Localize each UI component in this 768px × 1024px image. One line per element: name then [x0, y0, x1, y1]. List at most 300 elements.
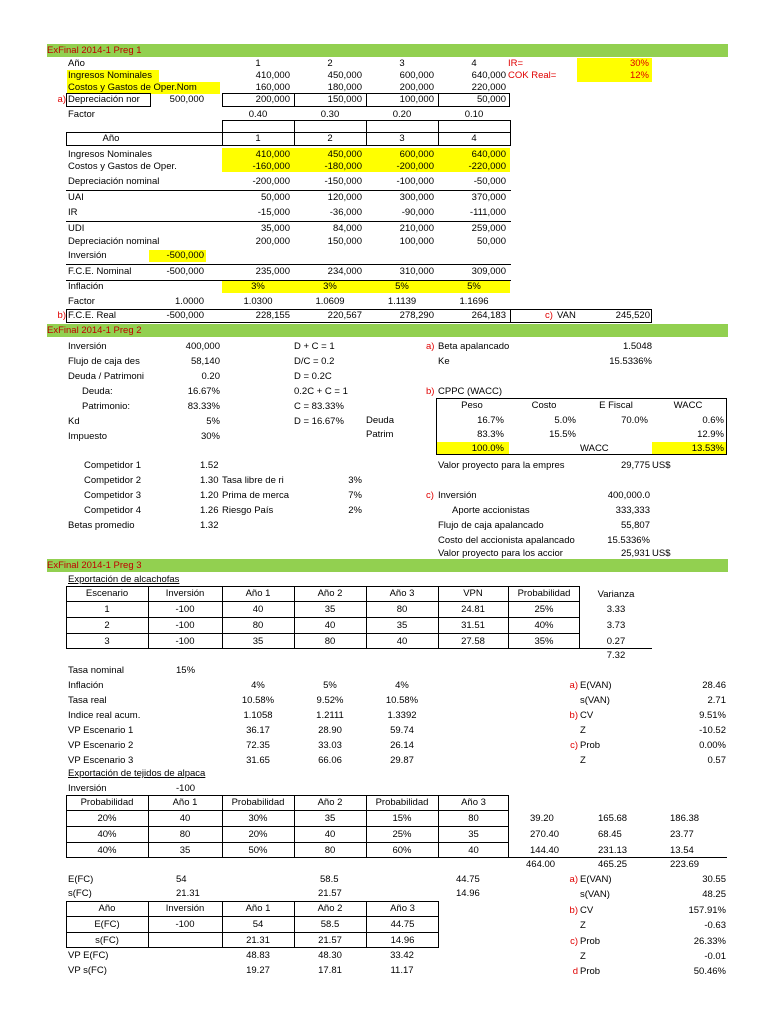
- row-label: Depreciación nominal: [68, 176, 160, 187]
- stat-value: -10.52: [699, 725, 726, 736]
- cell: 9.52%: [316, 695, 344, 706]
- cell: 410,000: [255, 70, 290, 81]
- cell: 50%: [248, 845, 268, 856]
- cell: 160,000: [255, 82, 290, 93]
- van-value: 245,520: [615, 310, 650, 321]
- stat-value: 9.51%: [699, 710, 726, 721]
- cell: 44.75: [390, 919, 415, 930]
- cell: -220,000: [468, 161, 506, 172]
- cell: 54: [252, 919, 264, 930]
- grid-line: [66, 932, 439, 933]
- ir-label: IR=: [508, 58, 524, 69]
- mark: b): [569, 710, 578, 721]
- cell: 3%: [348, 475, 362, 486]
- row-label: E(FC): [68, 874, 94, 885]
- cell: 13.54: [670, 845, 694, 856]
- cell: 600,000: [399, 70, 434, 81]
- cell: 21.31: [246, 935, 270, 946]
- grid-line: [580, 648, 652, 649]
- cell: 40%: [97, 845, 117, 856]
- table-header: Escenario: [85, 588, 129, 599]
- table-header: Probabilidad: [375, 797, 429, 808]
- row-label: Deuda: [366, 415, 394, 426]
- table-header: Año 2: [317, 588, 343, 599]
- cell: 21.57: [318, 935, 342, 946]
- stat-value: 157.91%: [688, 905, 726, 916]
- cell: 3.73: [606, 620, 626, 631]
- wacc-header: Peso: [461, 400, 483, 411]
- row-label: Deuda / Patrimoni: [68, 371, 145, 382]
- cell: 200,000: [399, 82, 434, 93]
- cell: 11.17: [390, 965, 414, 976]
- wacc-header: WACC: [673, 400, 703, 411]
- cell: 10.58%: [241, 695, 275, 706]
- mark: a): [57, 94, 66, 105]
- cell: 0.20: [392, 109, 412, 120]
- cell: 0.10: [464, 109, 484, 120]
- cell: 35: [252, 636, 264, 647]
- cell: 7%: [348, 490, 362, 501]
- mark: c): [570, 740, 578, 751]
- cell: 1.0609: [315, 296, 345, 307]
- cell: 17.81: [318, 965, 342, 976]
- row-label: Depreciación nor: [68, 94, 140, 105]
- section-band-preg2: ExFinal 2014-1 Preg 2: [47, 324, 728, 337]
- cell: 186.38: [670, 813, 700, 824]
- cell: 80: [324, 636, 336, 647]
- row-label: Aporte accionistas: [452, 505, 530, 516]
- unit: US$: [652, 548, 671, 559]
- stat-label: Z: [580, 755, 586, 766]
- equation: D + C = 1: [294, 341, 335, 352]
- row-label: Tasa nominal: [68, 665, 124, 676]
- cell: 44.75: [456, 874, 480, 885]
- vp-empresa-value: 29,775: [620, 460, 650, 471]
- cell: 1.1139: [387, 296, 417, 307]
- cell: -200,000: [396, 161, 434, 172]
- row-label: Depreciación nominal: [68, 236, 160, 247]
- grid-line: [66, 601, 580, 602]
- cell: 5.0%: [554, 415, 576, 426]
- cell: 3%: [323, 281, 337, 292]
- cell: 23.77: [670, 829, 694, 840]
- cell: 40: [324, 829, 336, 840]
- row-label: Inflación: [68, 680, 104, 691]
- cell: 5%: [395, 281, 409, 292]
- cell: 1: [104, 604, 110, 615]
- cell: 15.5%: [549, 429, 576, 440]
- row-label: VP Escenario 2: [68, 740, 134, 751]
- cell: 50,000: [260, 192, 290, 203]
- ke-value: 15.5336%: [609, 356, 652, 367]
- mark: c): [570, 936, 578, 947]
- cell: 0.27: [606, 636, 626, 647]
- cell: 270.40: [530, 829, 560, 840]
- stat-value: 2.71: [707, 695, 726, 706]
- stat-value: 48.25: [702, 889, 726, 900]
- cok-label: COK Real=: [508, 70, 557, 81]
- cell: 33.03: [318, 740, 342, 751]
- grid-line: [66, 916, 439, 917]
- cell: 1.52: [200, 460, 219, 471]
- cell: 59.74: [390, 725, 414, 736]
- cell: 234,000: [327, 266, 362, 277]
- stat-value: 50.46%: [693, 966, 726, 977]
- cell: -90,000: [401, 207, 434, 218]
- row-label: Tasa real: [68, 695, 107, 706]
- cell: 1: [255, 133, 261, 144]
- cell: 100,000: [399, 236, 434, 247]
- row-label: Inversión: [68, 783, 107, 794]
- mark: a): [426, 341, 435, 352]
- mark: b): [57, 310, 66, 321]
- cell: 1: [255, 58, 261, 69]
- cell: [580, 429, 648, 441]
- stat-value: -0.63: [704, 920, 726, 931]
- row-label: Deuda:: [82, 386, 113, 397]
- cell: -100: [175, 604, 195, 615]
- cell: 3.33: [606, 604, 626, 615]
- row-label: Inversión: [68, 250, 107, 261]
- cell: 31.65: [246, 755, 270, 766]
- row-label: Competidor 4: [84, 505, 142, 516]
- wacc-header: Costo: [531, 400, 557, 411]
- equation: D = 0.2C: [294, 371, 332, 382]
- beta-value: 1.5048: [622, 341, 652, 352]
- row-label: IR: [68, 207, 78, 218]
- cell: 0.40: [248, 109, 268, 120]
- cell: 150,000: [327, 94, 362, 105]
- table-header: Año 3: [389, 588, 415, 599]
- row-label: Ingresos Nominales: [68, 70, 152, 81]
- ir-value: 30%: [629, 58, 649, 69]
- cell: 0.20: [201, 371, 220, 382]
- cell: s(FC): [95, 935, 119, 946]
- row-label: VP E(FC): [68, 950, 109, 961]
- cell: -200,000: [252, 176, 290, 187]
- cell: 15%: [176, 665, 196, 676]
- section-band-preg3: ExFinal 2014-1 Preg 3: [47, 559, 728, 572]
- row-label: Costo del accionista apalancado: [438, 535, 575, 546]
- cell: 80: [324, 845, 336, 856]
- cell: 48.83: [246, 950, 270, 961]
- table-header: Varianza: [597, 589, 635, 600]
- vp-acc-value: 25,931: [620, 548, 650, 559]
- table-header: Probabilidad: [80, 797, 134, 808]
- stat-value: -0.01: [704, 951, 726, 962]
- cell: 30%: [248, 813, 268, 824]
- cell: 35: [468, 829, 479, 840]
- cell: 220,000: [471, 82, 506, 93]
- cell: 0.6%: [702, 415, 724, 426]
- grid-line: [66, 842, 509, 843]
- cell: 35: [324, 604, 336, 615]
- vp-acc-label: Valor proyecto para los accior: [438, 548, 563, 559]
- mark: c): [426, 490, 434, 501]
- row-label: F.C.E. Nominal: [68, 266, 132, 277]
- table-header: Año: [98, 903, 116, 914]
- stat-label: E(VAN): [580, 874, 612, 885]
- mark: b): [569, 905, 578, 916]
- cell: 66.06: [318, 755, 342, 766]
- table-header: Año 2: [317, 797, 343, 808]
- cell: 3: [104, 636, 110, 647]
- cell: 16.7%: [477, 415, 504, 426]
- cell: 264,183: [471, 310, 506, 321]
- cell: 35: [324, 813, 336, 824]
- mark: a): [569, 874, 578, 885]
- cell: 309,000: [471, 266, 506, 277]
- stat-label: CV: [580, 710, 594, 721]
- cell: 220,567: [327, 310, 362, 321]
- cell: 1.1058: [243, 710, 273, 721]
- table-header: Año 3: [390, 903, 415, 914]
- stat-label: CV: [580, 905, 594, 916]
- cell: 40%: [97, 829, 117, 840]
- cell: 200,000: [255, 236, 290, 247]
- unit: US$: [652, 460, 671, 471]
- cell: 400,000: [185, 341, 220, 352]
- row-label: Inversión: [68, 341, 107, 352]
- wacc-header: E Fiscal: [599, 400, 633, 411]
- cell: 21.31: [176, 888, 200, 899]
- grid-line: [66, 264, 511, 265]
- cell: 54: [176, 874, 187, 885]
- cell: 1.20: [200, 490, 219, 501]
- cell: 1.0000: [174, 296, 204, 307]
- equation: C = 83.33%: [294, 401, 344, 412]
- stat-label: Z: [580, 920, 586, 931]
- grid-line: [66, 617, 580, 618]
- stat-label: Z: [580, 951, 586, 962]
- cell: 500,000: [169, 94, 204, 105]
- stat-value: 30.55: [702, 874, 726, 885]
- cell: -36,000: [329, 207, 362, 218]
- cell: -111,000: [469, 207, 506, 218]
- cell: 20%: [248, 829, 268, 840]
- cell: 640,000: [471, 149, 506, 160]
- cell: 40: [324, 620, 336, 631]
- cell: 80: [396, 604, 408, 615]
- cell: 1.0300: [243, 296, 273, 307]
- table-header: Año 2: [317, 903, 343, 914]
- vp-empresa-label: Valor proyecto para la empres: [438, 460, 565, 471]
- cell: 1.2111: [316, 710, 344, 721]
- row-label: s(FC): [68, 888, 92, 899]
- table-header: Probabilidad: [517, 588, 571, 599]
- stat-value: 0.00%: [699, 740, 726, 751]
- grid-line: [66, 221, 511, 222]
- cell: 2: [327, 58, 333, 69]
- table-header: Año 1: [245, 588, 271, 599]
- row-label: VP Escenario 3: [68, 755, 134, 766]
- cell: 21.57: [318, 888, 342, 899]
- stat-label: s(VAN): [580, 695, 610, 706]
- cell: 1.3392: [387, 710, 417, 721]
- table-header: Año 1: [245, 903, 271, 914]
- cell: 83.33%: [187, 401, 220, 412]
- cell: 58.5: [320, 874, 339, 885]
- cell: 228,155: [255, 310, 290, 321]
- stat-value: 0.57: [707, 755, 726, 766]
- cell: 300,000: [399, 192, 434, 203]
- cell: 150,000: [327, 236, 362, 247]
- cell: 19.27: [246, 965, 270, 976]
- cell: 4%: [395, 680, 409, 691]
- row-label: F.C.E. Real: [68, 310, 117, 321]
- cell: -100,000: [396, 176, 434, 187]
- cell: -15,000: [257, 207, 290, 218]
- row-label: UDI: [68, 223, 85, 234]
- row-label: Patrim: [366, 429, 394, 440]
- row-label: Indice real acum.: [68, 710, 141, 721]
- table-header: Inversión: [165, 903, 205, 914]
- cell: -160,000: [252, 161, 290, 172]
- inv-value: 400,000.0: [607, 490, 650, 501]
- cell: 80: [179, 829, 191, 840]
- wacc-total: 100.0%: [471, 443, 504, 454]
- van-label: VAN: [557, 310, 576, 321]
- cell: 4: [471, 133, 477, 144]
- cppc-label: CPPC (WACC): [438, 386, 503, 397]
- cell: 231.13: [598, 845, 628, 856]
- equation: 0.2C + C = 1: [294, 386, 348, 397]
- cell: 40: [468, 845, 479, 856]
- inv-label: Inversión: [438, 490, 477, 501]
- row-label: Costos y Gastos de Oper.: [68, 161, 177, 172]
- table-header: Año 3: [461, 797, 486, 808]
- cell: 60%: [392, 845, 412, 856]
- cell: 35: [179, 845, 191, 856]
- cell: 200,000: [255, 94, 290, 105]
- row-label: Competidor 1: [84, 460, 142, 471]
- cell: 80: [252, 620, 264, 631]
- grid-line: [66, 810, 509, 811]
- cok-value: 12%: [629, 70, 649, 81]
- cell: 24.81: [461, 604, 485, 615]
- cell: -100: [175, 919, 195, 930]
- cell: 50,000: [476, 94, 506, 105]
- cell: 223.69: [670, 859, 700, 870]
- stat-label: s(VAN): [580, 889, 610, 900]
- cell: 259,000: [471, 223, 506, 234]
- cell: 310,000: [399, 266, 434, 277]
- table-title: Exportación de alcachofas: [68, 574, 180, 585]
- grid-line: [222, 120, 511, 121]
- stat-label: E(VAN): [580, 680, 612, 691]
- cell: 40: [252, 604, 264, 615]
- row-label: Factor: [68, 109, 95, 120]
- cell: 48.30: [318, 950, 342, 961]
- cell: 1.26: [200, 505, 219, 516]
- cell: 28.90: [318, 725, 342, 736]
- cell: 58,140: [190, 356, 220, 367]
- cell: 2: [327, 133, 333, 144]
- row-label: Costos y Gastos de Oper.Nom: [68, 82, 197, 93]
- cell: 83.3%: [477, 429, 504, 440]
- cell: 3: [399, 133, 405, 144]
- cell: 2: [104, 620, 110, 631]
- row-label: Patrimonio:: [82, 401, 131, 412]
- cell: 70.0%: [621, 415, 648, 426]
- row-label: Año: [68, 58, 85, 69]
- cell: 15%: [392, 813, 412, 824]
- cell: 14.96: [456, 888, 480, 899]
- cell: 26.14: [390, 740, 414, 751]
- cell: -100: [175, 620, 195, 631]
- row-label: Competidor 2: [84, 475, 142, 486]
- cell: 450,000: [327, 149, 362, 160]
- section-band-preg1: ExFinal 2014-1 Preg 1: [47, 44, 728, 57]
- cell: 20%: [97, 813, 117, 824]
- cell: 40: [179, 813, 191, 824]
- cell: 25%: [392, 829, 412, 840]
- row-label: Factor: [68, 296, 95, 307]
- cell: 72.35: [246, 740, 270, 751]
- stat-value: 28.46: [702, 680, 726, 691]
- cell: 33.42: [390, 950, 414, 961]
- row-label: Tasa libre de ri: [222, 475, 284, 486]
- cell: 29.87: [390, 755, 414, 766]
- cell: 235,000: [255, 266, 290, 277]
- grid-line: [66, 826, 509, 827]
- row-label: Inflación: [68, 281, 104, 292]
- cell: -100: [175, 636, 195, 647]
- stat-label: Z: [580, 725, 586, 736]
- row-label: Prima de merca: [222, 490, 290, 501]
- cell: 3: [399, 58, 405, 69]
- cell: 640,000: [471, 70, 506, 81]
- cell: 1.32: [200, 520, 219, 531]
- cell: 278,290: [399, 310, 434, 321]
- cell: 370,000: [471, 192, 506, 203]
- cell: 1.1696: [459, 296, 489, 307]
- row-label: Betas promedio: [68, 520, 135, 531]
- table-header: Inversión: [165, 588, 205, 599]
- cell: 410,000: [255, 149, 290, 160]
- cell: 58.5: [320, 919, 340, 930]
- cell: 2%: [348, 505, 362, 516]
- row-label: Ingresos Nominales: [68, 149, 152, 160]
- grid-line: [66, 633, 580, 634]
- cell: 40: [396, 636, 408, 647]
- cell: 450,000: [327, 70, 362, 81]
- grid-line: [510, 120, 511, 146]
- ke-label: Ke: [438, 356, 450, 367]
- cell: 144.40: [530, 845, 560, 856]
- cell: 0.30: [320, 109, 340, 120]
- cell: -500,000: [166, 266, 204, 277]
- cell: 31.51: [461, 620, 485, 631]
- equation: D/C = 0.2: [294, 356, 335, 367]
- cell: 165.68: [598, 813, 628, 824]
- row-label: VP Escenario 1: [68, 725, 134, 736]
- cell: 120,000: [327, 192, 362, 203]
- wacc-label: WACC: [580, 443, 609, 454]
- wacc-value: 13.53%: [691, 443, 724, 454]
- row-label: Flujo de caja des: [68, 356, 140, 367]
- cell: 4%: [251, 680, 265, 691]
- cell: 30%: [200, 431, 220, 442]
- table-header: Probabilidad: [231, 797, 285, 808]
- cell: 16.67%: [187, 386, 220, 397]
- stat-label: Prob: [580, 936, 601, 947]
- row-label: VP s(FC): [68, 965, 107, 976]
- row-label: Kd: [68, 416, 80, 427]
- cell: 68.45: [598, 829, 622, 840]
- cell: 3%: [251, 281, 265, 292]
- cell: 5%: [206, 416, 220, 427]
